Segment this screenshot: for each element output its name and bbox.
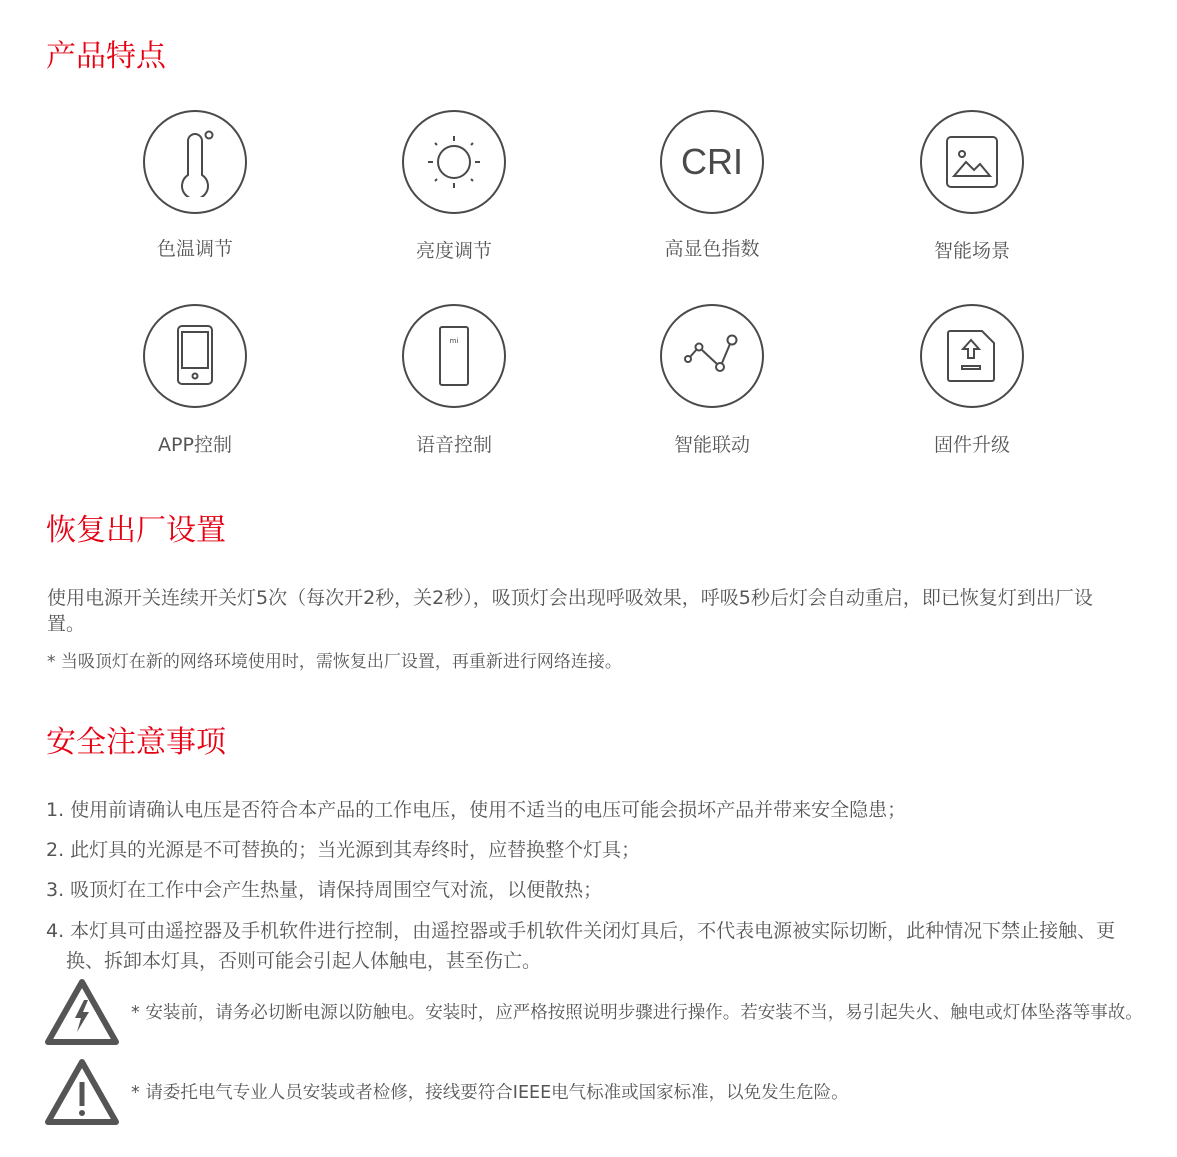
cri-icon: CRI [660,110,764,214]
feature-app-control [95,304,295,457]
safety-item: 1. 使用前请确认电压是否符合本产品的工作电压，使用不适当的电压可能会损坏产品并带来安全隐患； [46,799,907,821]
feature-firmware-upgrade [872,304,1072,457]
reset-heading: 恢复出厂设置 [46,513,226,548]
feature-cri [612,110,812,261]
feature-smart-scene [872,110,1072,263]
feature-label: 固件升级 [933,434,1010,456]
reset-body: 使用电源开关连续开关灯5次（每次开2秒，关2秒），吸顶灯会出现呼吸效果，呼吸5秒后灯会自动重启，即已恢复灯到出厂设置。 [47,587,1093,635]
electric-shock-warning-icon [44,978,120,1050]
caution-warning-icon [44,1058,120,1130]
safety-item: 2. 此灯具的光源是不可替换的；当光源到其寿终时，应替换整个灯具； [46,839,641,861]
sun-icon [402,110,506,214]
warning-text: * 请委托电气专业人员安装或者检修，接线要符合IEEE电气标准或国家标准，以免发生危险。 [131,1083,849,1103]
feature-color-temperature [95,110,295,261]
safety-item: 4. 本灯具可由遥控器及手机软件进行控制，由遥控器或手机软件关闭灯具后，不代表电源被实际切断，此种情况下禁止接触、更换、拆卸本灯具，否则可能会引起人体触电，甚至伤亡。 [46,920,1116,972]
feature-voice-control [354,304,554,457]
thermometer-icon [143,110,247,214]
phone-icon [143,304,247,408]
feature-label: 智能场景 [933,240,1010,262]
feature-label: 色温调节 [156,238,233,260]
linked-nodes-icon [660,304,764,408]
feature-brightness [354,110,554,263]
reset-note: * 当吸顶灯在新的网络环境使用时，需恢复出厂设置，再重新进行网络连接。 [47,652,622,672]
feature-label: 语音控制 [415,434,492,456]
features-heading: 产品特点 [46,39,166,74]
safety-heading: 安全注意事项 [46,725,226,760]
feature-smart-linkage [612,304,812,457]
upload-file-icon [920,304,1024,408]
picture-icon [920,110,1024,214]
feature-label: 亮度调节 [415,240,492,262]
speaker-icon: mi [402,304,506,408]
feature-label: 高显色指数 [664,238,760,260]
safety-item: 3. 吸顶灯在工作中会产生热量，请保持周围空气对流，以便散热； [46,879,603,901]
warning-text: * 安装前，请务必切断电源以防触电。安装时，应严格按照说明步骤进行操作。若安装不当，易引起失火、触电或灯体坠落等事故。 [131,1003,1143,1023]
feature-label: 智能联动 [673,434,750,456]
feature-label: APP控制 [158,434,232,456]
